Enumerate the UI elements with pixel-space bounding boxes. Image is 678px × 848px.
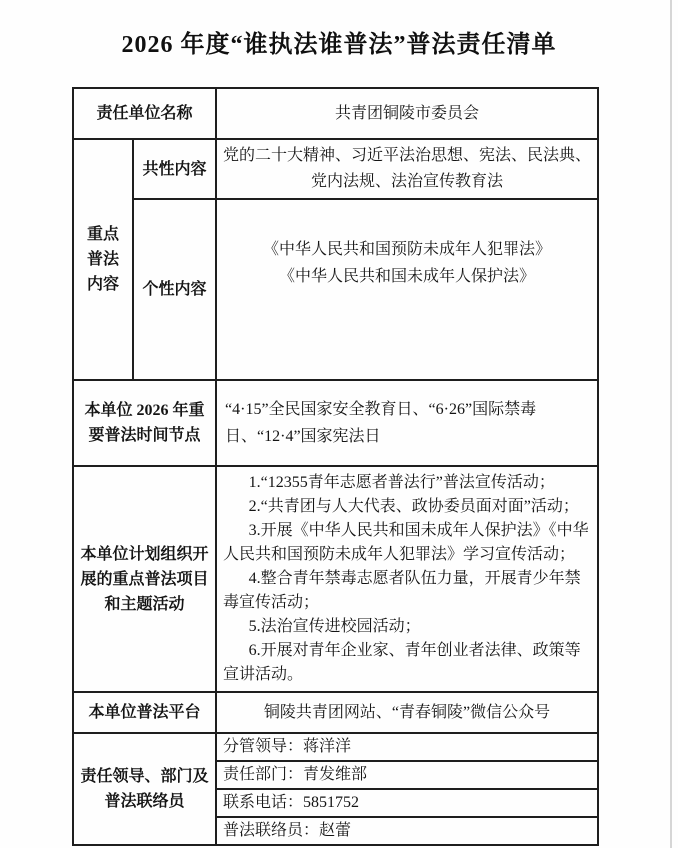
key-content-label: 重点普法内容 [73,139,133,380]
contacts-label: 责任领导、部门及普法联络员 [73,733,216,845]
activity-item: 6.开展对青年企业家、青年创业者法律、政策等宣讲活动。 [223,642,581,683]
activity-item: 5.法治宣传进校园活动； [248,618,421,635]
time-nodes-label: 本单位 2026 年重要普法时间节点 [73,380,216,466]
activities-value [216,466,598,692]
specific-content-value [216,199,598,380]
time-nodes-value: “4·15”全民国家安全教育日、“6·26”国际禁毒日、“12·4”国家宪法日 [216,380,598,466]
common-content-value: 党的二十大精神、习近平法治思想、宪法、民法典、党内法规、法治宣传教育法 [216,139,598,199]
activity-item: 3.开展《中华人民共和国未成年人保护法》《中华人民共和国预防未成年人犯罪法》学习宣传活动； [223,522,589,563]
platform-value: 铜陵共青团网站、“青春铜陵”微信公众号 [216,692,598,733]
contact-row-liaison: 普法联络员：赵蕾 [223,822,352,839]
specific-content-label: 个性内容 [133,199,216,380]
table-row-activities [73,466,598,692]
scan-edge-artifact [670,0,672,848]
contact-row-leader: 分管领导：蒋洋洋 [217,734,597,762]
platform-label: 本单位普法平台 [73,692,216,733]
table-row-common-content [73,139,598,199]
unit-name-label: 责任单位名称 [73,88,216,139]
responsibility-table [72,87,599,846]
activity-item: 2.“共青团与人大代表、政协委员面对面”活动； [248,498,579,515]
specific-content-line2: 《中华人民共和国未成年人保护法》 [279,268,536,285]
contact-row-department: 责任部门：青发维部 [217,762,597,790]
activity-item: 4.整合青年禁毒志愿者队伍力量，开展青少年禁毒宣传活动； [223,570,581,611]
table-row-unit-name [73,88,598,139]
table-row-contacts [73,733,598,845]
document-title: 2026 年度“谁执法谁普法”普法责任清单 [121,32,557,58]
table-row-time-nodes [73,380,598,466]
contacts-value [216,733,598,845]
specific-content-line1: 《中华人民共和国预防未成年人犯罪法》 [263,241,552,258]
activity-item: 1.“12355青年志愿者普法行”普法宣传活动； [248,474,555,491]
contact-row-phone: 联系电话：5851752 [217,790,597,818]
activities-label: 本单位计划组织开展的重点普法项目和主题活动 [73,466,216,692]
common-content-label: 共性内容 [133,139,216,199]
table-row-platform [73,692,598,733]
unit-name-value: 共青团铜陵市委员会 [216,88,598,139]
table-row-specific-content [73,199,598,380]
